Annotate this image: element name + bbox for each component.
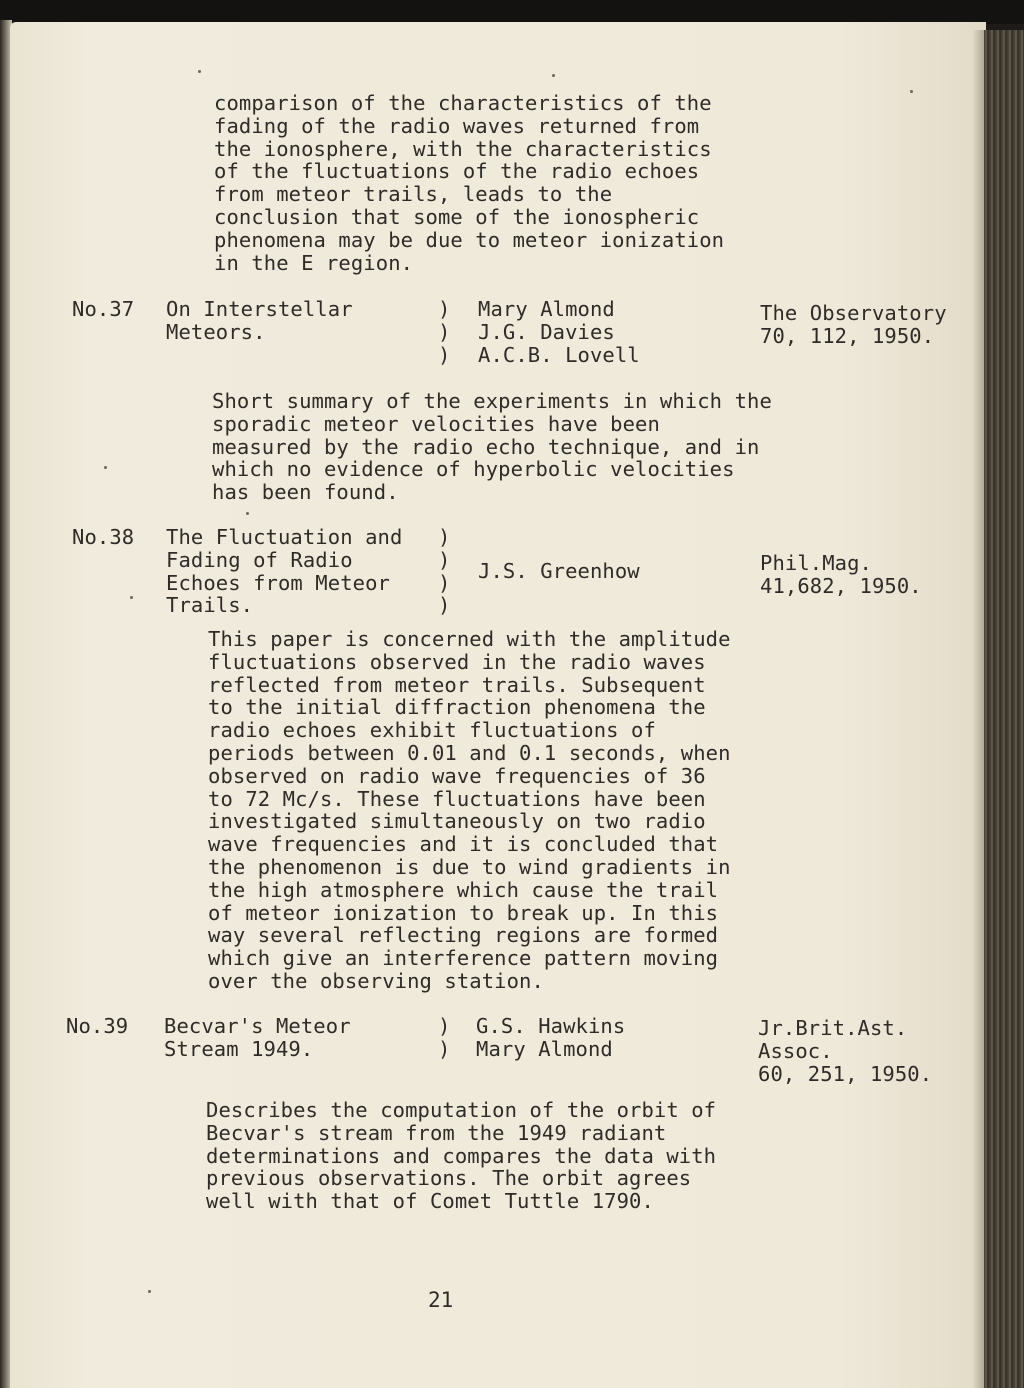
paper-speck xyxy=(246,512,249,515)
entry-38-brackets: ) ) ) ) xyxy=(438,525,451,618)
entry-39-brackets: ) ) xyxy=(438,1014,451,1061)
entry-38-reference: Phil.Mag. 41,682, 1950. xyxy=(760,551,922,598)
entry-37-authors: Mary Almond J.G. Davies A.C.B. Lovell xyxy=(478,297,640,367)
paper-speck xyxy=(130,596,133,599)
book-page-stack xyxy=(984,30,1024,1388)
entry-39-reference: Jr.Brit.Ast. Assoc. 60, 251, 1950. xyxy=(758,1016,933,1086)
entry-39-authors: G.S. Hawkins Mary Almond xyxy=(476,1014,626,1061)
intro-paragraph: comparison of the characteristics of the fading of the radio waves returned from the ionosphere, with the characteristics of the fluctuations of the radio echoes from meteor trails, leads to the conclusion that some of the ionospheric phenomena may be due to meteor ionization in the E region. xyxy=(214,91,725,275)
entry-37-summary: Short summary of the experiments in which the sporadic meteor velocities have been measured by the radio echo technique, and in which no evidence of hyperbolic velocities has been found. xyxy=(212,389,772,505)
paper-speck xyxy=(552,74,555,77)
paper-speck xyxy=(104,466,107,469)
entry-38-number: No.38 xyxy=(72,525,135,549)
entry-37-title: On Interstellar Meteors. xyxy=(166,297,353,344)
entry-38-authors: J.S. Greenhow xyxy=(478,559,640,583)
entry-39-summary: Describes the computation of the orbit of Becvar's stream from the 1949 radiant determinations and compares the data with previous observations. The orbit agrees well with that of Comet Tuttle 1790. xyxy=(206,1098,717,1214)
paper-speck xyxy=(198,70,201,73)
entry-37-reference: The Observatory 70, 112, 1950. xyxy=(760,301,947,348)
paper-speck xyxy=(148,1290,151,1293)
entry-37-brackets: ) ) ) xyxy=(438,297,451,367)
page-number: 21 xyxy=(428,1288,454,1312)
paper-speck xyxy=(910,90,913,93)
entry-39-title: Becvar's Meteor Stream 1949. xyxy=(164,1014,351,1061)
entry-38-summary: This paper is concerned with the amplitude fluctuations observed in the radio waves reflected from meteor trails. Subsequent to the initial diffraction phenomena the radio echoes exhibit fluctuations of periods between 0.01 and 0.1 seconds, when observed on radio wave frequencies of 36 to 72 Mc/s. These fluctuations have been investigated simultaneously on two radio wave frequencies and it is concluded that the phenomenon is due to wind gradients in the high atmosphere which cause the trail of meteor ionization to break up. In this way several reflecting regions are formed which give an interference pattern moving over the observing station. xyxy=(208,627,731,993)
entry-37-number: No.37 xyxy=(72,297,135,321)
entry-39-number: No.39 xyxy=(66,1014,129,1038)
entry-38-title: The Fluctuation and Fading of Radio Echoes from Meteor Trails. xyxy=(166,525,403,618)
scanner-background xyxy=(0,0,1024,24)
